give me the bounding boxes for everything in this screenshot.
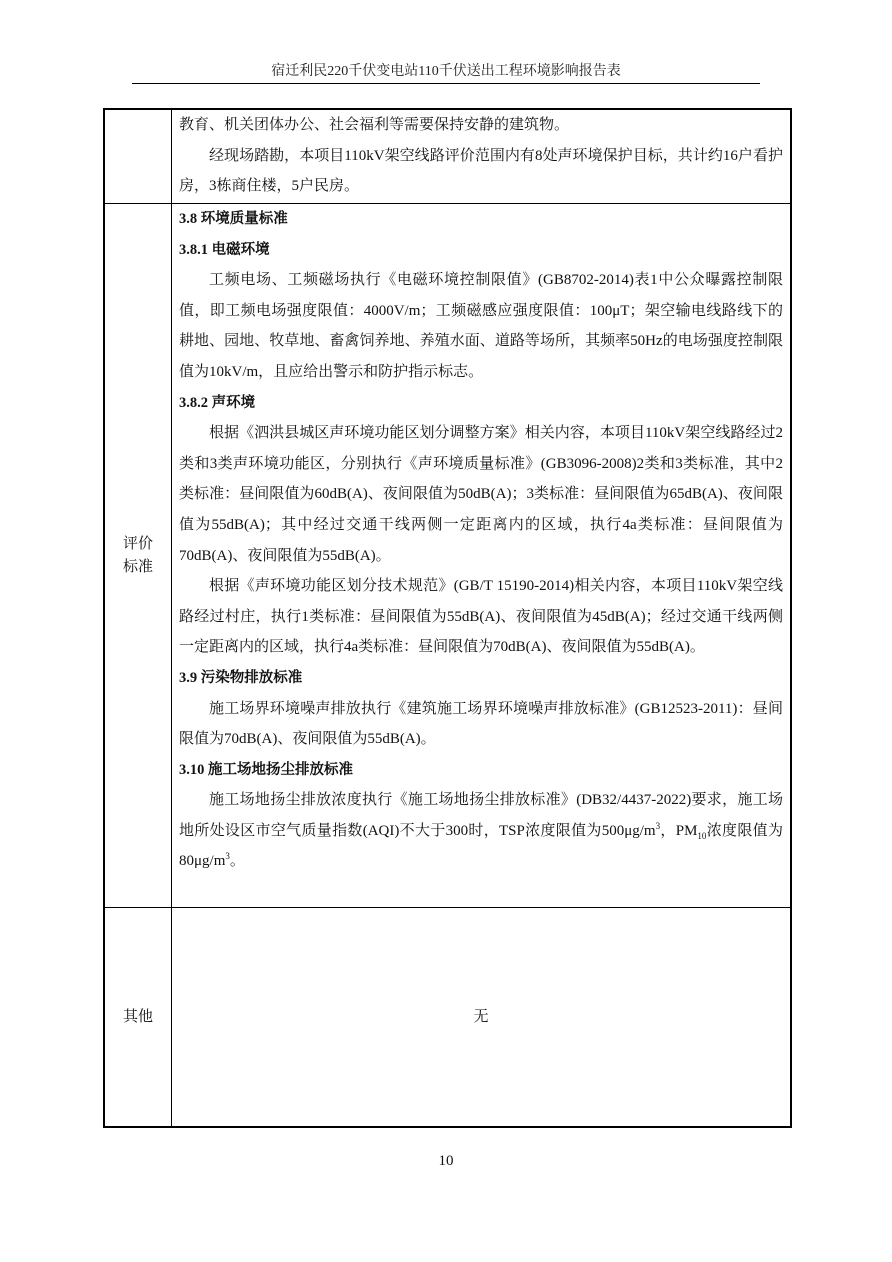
page-number: 10 <box>438 1153 454 1169</box>
other-content-none: 无 <box>473 1008 489 1025</box>
paragraph-noise-technical-spec: 根据《声环境功能区划分技术规范》(GB/T 15190-2014)相关内容，本项目110kV架空线路经过村庄，执行1类标准：昼间限值为55dB(A)、夜间限值为45dB(A)；经过交通干线两侧一定距离内的区域，执行4a类标准：昼间限值为70dB(A)、夜间限值为55dB(A)。 <box>179 578 783 656</box>
row-label-other: 其他 <box>105 908 172 1126</box>
paragraph-electromagnetic: 工频电场、工频磁场执行《电磁环境控制限值》(GB8702-2014)表1中公众曝露控制限值，即工频电场强度限值：4000V/m；工频磁感应强度限值：100μT；架空输电线路线下的耕地、园地、牧草地、畜禽饲养地、养殖水面、道路等场所，其频率50Hz的电场强度控制限值为10kV/m，且应给出警示和防护指示标志。 <box>179 272 783 380</box>
dust-text-d: 。 <box>229 853 245 870</box>
paragraph-dust-emission <box>179 785 783 877</box>
paragraph-construction-noise: 施工场界环境噪声排放执行《建筑施工场界环境噪声排放标准》(GB12523-2011)：昼间限值为70dB(A)、夜间限值为55dB(A)。 <box>179 700 783 748</box>
dust-sup-2: 3 <box>225 851 230 862</box>
table-row-evaluation-standard <box>105 203 790 907</box>
row-label-empty <box>105 110 172 203</box>
heading-3-8-2: 3.8.2 声环境 <box>179 394 256 411</box>
row-content-protection-targets <box>172 110 790 203</box>
header-rule <box>132 83 760 84</box>
row-content-other <box>172 908 790 1126</box>
row-label-line2: 标准 <box>122 558 153 575</box>
row-label-line1: 评价 <box>122 535 153 552</box>
paragraph-site-survey: 经现场踏勘，本项目110kV架空线路评价范围内有8处声环境保护目标，共计约16户看护房，3栋商住楼，5户民房。 <box>179 147 783 195</box>
dust-pm: PM <box>675 822 698 839</box>
table-row-other <box>105 907 790 1126</box>
table-row-continued <box>105 110 790 203</box>
heading-3-8-1: 3.8.1 电磁环境 <box>179 241 270 258</box>
dust-sup-1: 3 <box>655 820 661 831</box>
row-label-evaluation-standard <box>105 204 172 907</box>
dust-sub-10: 10 <box>697 830 707 841</box>
page-header-title: 宿迁利民220千伏变电站110千伏送出工程环境影响报告表 <box>271 64 621 79</box>
heading-3-9: 3.9 污染物排放标准 <box>179 669 303 686</box>
dust-text-c: 浓度限值为80μg/m <box>179 822 783 870</box>
heading-3-10: 3.10 施工场地扬尘排放标准 <box>179 761 353 778</box>
paragraph-continued: 教育、机关团体办公、社会福利等需要保持安静的建筑物。 <box>179 117 570 133</box>
heading-3-8: 3.8 环境质量标准 <box>179 211 288 227</box>
row-content-standards <box>172 204 790 907</box>
paragraph-noise-zoning: 根据《泗洪县城区声环境功能区划分调整方案》相关内容，本项目110kV架空线路经过2类和3类声环境功能区，分别执行《声环境质量标准》(GB3096-2008)2类和3类标准，其中2类标准：昼间限值为60dB(A)、夜间限值为50dB(A)；3类标准：昼间限值为65dB(A)、夜间限值为55dB(A)；其中经过交通干线两侧一定距离内的区域，执行4a类标准：昼间限值为70dB(A)、夜间限值为55dB(A)。 <box>179 425 783 564</box>
dust-text-b: ， <box>660 822 676 839</box>
report-table <box>103 108 792 1128</box>
dust-text-a: 施工场地扬尘排放浓度执行《施工场地扬尘排放标准》(DB32/4437-2022)要求，施工场地所处设区市空气质量指数(AQI)不大于300时，TSP浓度限值为500μg/m <box>179 792 783 839</box>
